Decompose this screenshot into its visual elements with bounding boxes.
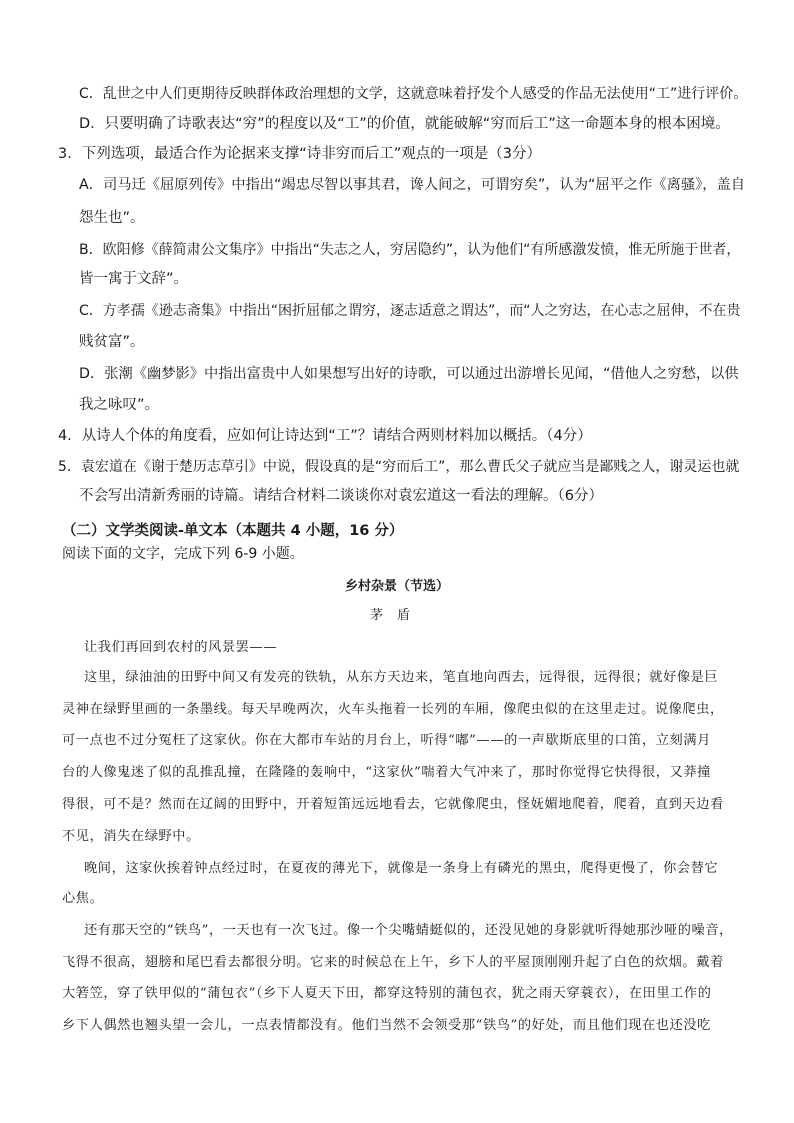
q3-option-a-line2: 怨生也”。 <box>79 210 145 226</box>
paragraph-2-line: 心焦。 <box>62 891 104 906</box>
paragraph-1-line: 台的人像鬼迷了似的乱推乱撞，在隆隆的轰响中，“这家伙”喘着大气冲来了，那时你觉得它快得很，又莽撞 <box>62 765 711 780</box>
paragraph-1-line: 得很，可不是？然而在辽阔的田野中，开着短笛远远地看去，它就像爬虫，怪妩媚地爬着，爬着，直到天边看 <box>62 797 724 812</box>
q3-option-a-line1: A．司马迁《屈原列传》中指出“竭忠尽智以事其君，谗人间之，可谓穷矣”，认为“屈平之作《离骚》，盖自 <box>79 177 746 193</box>
q3-option-d-line1: D．张潮《幽梦影》中指出富贵中人如果想写出好的诗歌，可以通过出游增长见闻，“借他人之穷愁，以供 <box>79 366 739 382</box>
paragraph-1-line: 不见，消失在绿野中。 <box>62 829 200 844</box>
paragraph-1-line: 这里，绿油油的田野中间又有发亮的铁轨，从东方天边来，笔直地向西去，远得很，远得很；就好像是巨 <box>84 670 719 685</box>
paragraph-1-line: 可一点也不过分冤枉了这家伙。你在大都市车站的月台上，听得“嘟”——的一声歇斯底里的口笛，立刻满月 <box>62 733 711 748</box>
q3-option-b-line1: B．欧阳修《薛简肃公文集序》中指出“失志之人，穷居隐约”，认为他们“有所感激发愤，惟无所施于世者， <box>79 242 741 258</box>
paragraph-2-line: 晚间，这家伙挨着钟点经过时，在夏夜的薄光下，就像是一条身上有磷光的黑虫，爬得更慢了，你会替它 <box>84 861 719 876</box>
option-d-line: D．只要明确了诗歌表达“穷”的程度以及“工”的价值，就能破解“穷而后工”这一命题本身的根本困境。 <box>79 116 730 132</box>
option-c-line: C．乱世之中人们更期待反映群体政治理想的文学，这就意味着抒发个人感受的作品无法使用“工”进行评价。 <box>79 86 748 102</box>
section-heading: （二）文学类阅读-单文本（本题共 4 小题，16 分） <box>62 523 404 539</box>
paragraph-1-line: 灵神在绿野里画的一条墨线。每天早晚两次，火车头拖着一长列的车厢，像爬虫似的在这里走过。说像爬虫， <box>62 702 724 717</box>
question-3-stem: 3．下列选项，最适合作为论据来支撑“诗非穷而后工”观点的一项是（3分） <box>58 146 541 162</box>
q3-option-d-line2: 我之咏叹”。 <box>79 397 160 413</box>
question-4: 4．从诗人个体的角度看，应如何让诗达到“工”？请结合两则材料加以概括。（4分） <box>58 428 592 444</box>
article-opening-line: 让我们再回到农村的风景罢—— <box>84 640 278 655</box>
q3-option-c-line1: C．方孝孺《逊志斋集》中指出“困折屈郁之谓穷，逐志适意之谓达”，而“人之穷达，在心志之屈伸，不在贵 <box>79 303 741 319</box>
question-5-line1: 5．袁宏道在《谢于楚历志草引》中说，假设真的是“穷而后工”，那么曹氏父子就应当是鄙贱之人，谢灵运也就 <box>58 459 740 475</box>
paragraph-3-line: 乡下人偶然也翘头望一会儿，一点表情都没有。他们当然不会领受那“铁鸟”的好处，而且他们现在也还没吃 <box>62 1018 711 1033</box>
question-5-line2: 不会写出清新秀丽的诗篇。请结合材料二谈谈你对袁宏道这一看法的理解。（6分） <box>79 488 603 504</box>
paragraph-3-line: 飞得不很高，翅膀和尾巴看去都很分明。它来的时候总在上午，乡下人的平屋顶刚刚升起了白色的炊烟。戴着 <box>62 955 724 970</box>
article-author: 茅盾 <box>369 608 424 623</box>
q3-option-b-line2: 皆一寓于文辞”。 <box>79 271 189 287</box>
paragraph-3-line: 大箬笠，穿了铁甲似的“蒲包衣”（乡下人夏天下田，都穿这特别的蒲包衣，犹之雨天穿蓑衣），在田里工作的 <box>62 986 712 1001</box>
article-title: 乡村杂景（节选） <box>344 579 449 594</box>
section-instruction: 阅读下面的文字，完成下列 6-9 小题。 <box>62 546 304 562</box>
paragraph-3-line: 还有那天空的“铁鸟”，一天也有一次飞过。像一个尖嘴蜻蜓似的，还没见她的身影就听得她那沙哑的噪音， <box>84 923 733 938</box>
q3-option-c-line2: 贱贫富”。 <box>79 334 145 350</box>
